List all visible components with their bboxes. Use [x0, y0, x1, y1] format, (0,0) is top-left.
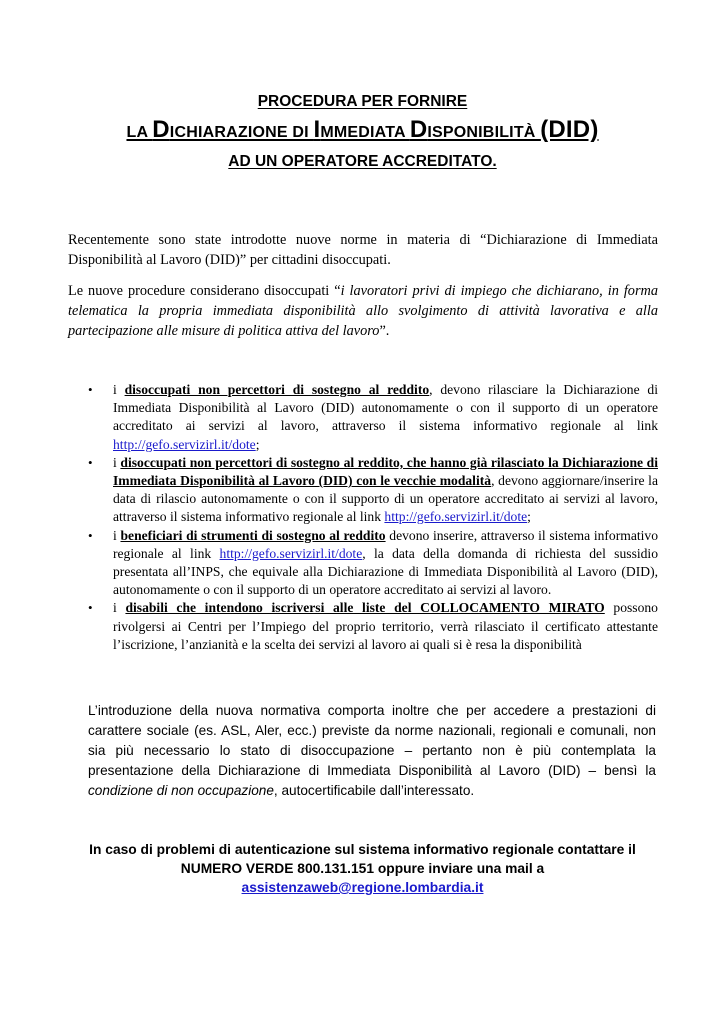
title-cap-d: D — [152, 116, 170, 143]
intro-paragraph-1: Recentemente sono state introdotte nuove norme in materia di “Dichiarazione di Immediata Disponibilità al Lavoro (DID)” per cittadini disoccupati. — [68, 232, 658, 268]
bullet-emphasis: disabili che intendono iscriversi alle liste del COLLOCAMENTO MIRATO — [125, 600, 605, 616]
bullet-emphasis: disoccupati non percettori di sostegno al reddito, che hanno già rilasciato la Dichiarazione di Immediata Disponibilità al Lavoro (DID) con le vecchie modalità — [113, 454, 658, 489]
bullet-item-disoccupati — [88, 381, 658, 454]
bullet-emphasis: disoccupati non percettori di sostegno al reddito — [124, 382, 430, 397]
bullet-text: , devono aggiornare/inserire la data di rilascio autonomamente o con il supporto di un operatore accreditato ai servizi al lavoro, attraverso il sistema informativo regionale al link — [113, 473, 658, 525]
title-word-isponibilita: ISPONIBILITÀ — [427, 124, 541, 141]
title-line-3: AD UN OPERATORE ACCREDITATO. — [228, 153, 497, 170]
title-word-mmediata: MMEDIATA — [320, 124, 410, 141]
title-did: (DID) — [540, 116, 599, 143]
bullet-item-beneficiari — [88, 527, 658, 600]
gefo-link[interactable]: http://gefo.servizirl.it/dote — [113, 436, 256, 452]
bullet-pre: i — [113, 454, 121, 470]
gefo-link[interactable]: http://gefo.servizirl.it/dote — [219, 545, 363, 561]
title-line-1: PROCEDURA PER FORNIRE — [257, 93, 468, 110]
bullet-pre: i — [113, 382, 125, 397]
bullet-icon: • — [88, 600, 93, 616]
bullet-list — [88, 381, 658, 654]
normativa-text: L’introduzione della nuova normativa comporta inoltre che per accedere a prestazioni di carattere sociale (es. ASL, Aler, ecc.) previste da norme nazionali, regionali e comunali, non sia più necessario lo stato di disoccupazione – pertanto non è più contemplata la presentazione della Dichiarazione di Immediata Disponibilità al Lavoro (DID) – bensì la — [88, 703, 656, 778]
intro-p2-tail: ”. — [379, 323, 390, 339]
intro-p2-lead: Le nuove procedure considerano disoccupati “ — [68, 283, 341, 299]
bullet-pre: i — [113, 527, 121, 543]
bullet-icon: • — [88, 527, 93, 543]
title-word-ichiarazione: ICHIARAZIONE DI — [169, 124, 314, 141]
bullet-post: ; — [255, 436, 260, 452]
bullet-post: , la data della domanda di richiesta del sussidio presentata all’INPS, che equivale alla Dichiarazione di Immediata Disponibilità al Lavoro (DID), autonomamente o con il supporto di un operatore accreditato ai servizi al lavoro. — [113, 545, 659, 598]
bullet-text: possono rivolgersi ai Centri per l’Impiego del proprio territorio, verrà rilasciato il certificato attestante l’iscrizione, l’anzianità e la scelta dei servizi al lavoro ai quali si è resa la disponibilità — [113, 600, 658, 652]
intro-p2-quote: i lavoratori privi di impiego che dichiarano, in forma telematica la propria immediata disponibilità allo svolgimento di attività lavorativa e alla partecipazione alle misure di politica attiva del lavoro — [68, 283, 658, 339]
title-cap-i: I — [313, 116, 321, 143]
normativa-italic: condizione di non occupazione — [88, 783, 274, 798]
title-word-la: LA — [126, 124, 153, 141]
bullet-text: devono inserire, attraverso il sistema informativo regionale al link — [113, 527, 659, 561]
support-contact — [60, 840, 665, 897]
bullet-item-disabili — [88, 599, 658, 654]
normativa-paragraph — [88, 701, 656, 801]
bullet-icon: • — [88, 382, 93, 397]
bullet-emphasis: beneficiari di strumenti di sostegno al reddito — [120, 527, 386, 543]
bullet-text: , devono rilasciare la Dichiarazione di Immediata Disponibilità al Lavoro (DID) autonomamente o con il supporto di un operatore accreditato ai servizi al lavoro, attraverso il sistema informativo regionale al link — [113, 382, 658, 434]
bullet-pre: i — [113, 600, 126, 616]
bullet-item-vecchie-modalita — [88, 454, 658, 527]
bullet-icon: • — [88, 454, 93, 470]
gefo-link[interactable]: http://gefo.servizirl.it/dote — [384, 509, 528, 525]
title-cap-d2: D — [409, 116, 428, 143]
bullet-post: ; — [527, 509, 531, 525]
normativa-tail: , autocertificabile dall’interessato. — [273, 783, 475, 798]
title-line-2 — [0, 116, 725, 144]
support-text: In caso di problemi di autenticazione sul sistema informativo regionale contattare il NUMERO VERDE 800.131.151 oppure inviare una mail a — [89, 842, 636, 876]
support-email-link[interactable]: assistenzaweb@regione.lombardia.it — [241, 880, 484, 895]
support-email-line — [60, 878, 665, 897]
intro-paragraph-2 — [68, 281, 658, 341]
